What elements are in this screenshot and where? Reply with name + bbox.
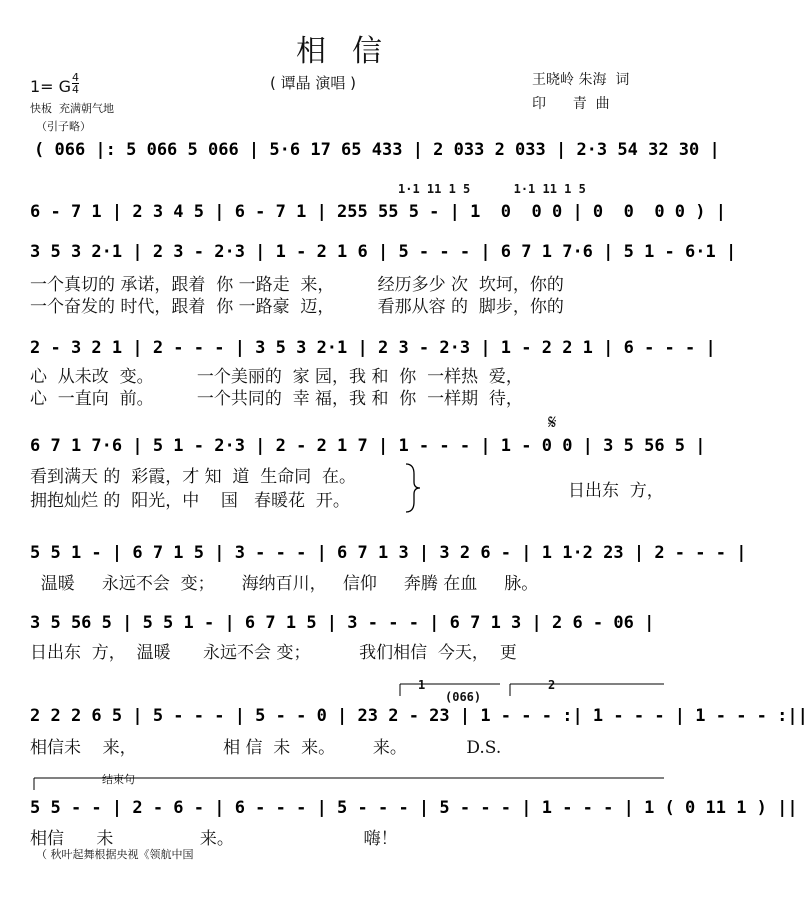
lyrics-row-8: 相信未 来， 相 信 未 来。 来。 D.S. bbox=[30, 738, 502, 758]
footer-credit: （ 秋叶起舞根据央视《领航中国 bbox=[36, 848, 194, 861]
lyricist-credit: 王晓岭 朱海 词 bbox=[532, 72, 630, 88]
song-title: 相信 bbox=[296, 34, 408, 69]
segno-sign: 𝄋 bbox=[548, 410, 557, 434]
notation-row-6: 5 5 1 - | 6 7 1 5 | 3 - - - | 6 7 1 3 | 3 2 6 - | 1 1·2 23 | 2 - - - | bbox=[30, 543, 747, 563]
lyrics-row-5-verse2: 拥抱灿烂 的 阳光，中 国 春暖花 开。 bbox=[30, 491, 350, 511]
lyrics-row-3-verse2: 一个奋发的 时代，跟着 你 一路豪 迈， 看那从容 的 脚步，你的 bbox=[30, 297, 564, 317]
lyrics-row-4-verse2: 心 一直向 前。 一个共同的 幸 福，我 和 你 一样期 待， bbox=[30, 389, 523, 409]
volta-pickup: (066) bbox=[445, 690, 482, 704]
notation-row-5: 6 7 1 7·6 | 5 1 - 2·3 | 2 - 2 1 7 | 1 - - - | 1 - 0 0 | 3 5 56 5 | bbox=[30, 436, 706, 456]
notation-row-1: ( 066 |: 5 066 5 066 | 5·6 17 65 433 | 2 033 2 033 | 2·3 54 32 30 | bbox=[34, 140, 720, 160]
lyrics-row-9: 相信 未 来。 嗨！ bbox=[30, 829, 398, 849]
lyrics-row-6: 温暖 永远不会 变； 海纳百川， 信仰 奔腾 在血 脉。 bbox=[30, 574, 539, 594]
time-bottom: 4 bbox=[72, 83, 79, 96]
volta-1-label: 1 bbox=[418, 678, 426, 692]
intro-note: （引子略） bbox=[36, 120, 91, 133]
composer-credit: 印 青 曲 bbox=[532, 96, 610, 112]
lyrics-row-3-verse1: 一个真切的 承诺，跟着 你 一路走 来， 经历多少 次 坎坷，你的 bbox=[30, 275, 564, 295]
lyrics-row-5-verse1: 看到满天 的 彩霞，才 知 道 生命同 在。 bbox=[30, 467, 357, 487]
notation-row-3: 3 5 3 2·1 | 2 3 - 2·3 | 1 - 2 1 6 | 5 - - - | 6 7 1 7·6 | 5 1 - 6·1 | bbox=[30, 242, 737, 262]
notation-row-7: 3 5 56 5 | 5 5 1 - | 6 7 1 5 | 3 - - - | 6 7 1 3 | 2 6 - 06 | bbox=[30, 613, 655, 633]
upper-voice-row-2: 1·1 11 1 5 1·1 11 1 5 bbox=[398, 182, 586, 196]
lyrics-row-4-verse1: 心 从未改 变。 一个美丽的 家 园，我 和 你 一样热 爱， bbox=[30, 367, 523, 387]
lyrics-row-7: 日出东 方， 温暖 永远不会 变； 我们相信 今天， 更 bbox=[30, 643, 517, 663]
notation-row-2: 6 - 7 1 | 2 3 4 5 | 6 - 7 1 | 255 55 5 - | 1 0 0 0 | 0 0 0 0 ) | bbox=[30, 202, 726, 222]
tempo-marking: 快板 充满朝气地 bbox=[30, 102, 114, 115]
performer-subtitle: ( 谭晶 演唱 ) bbox=[270, 74, 357, 92]
ending-label: 结束句 bbox=[102, 773, 135, 786]
notation-row-8: 2 2 2 6 5 | 5 - - - | 5 - - 0 | 23 2 - 23 | 1 - - - :| 1 - - - | 1 - - - :|| bbox=[30, 706, 808, 726]
notation-row-9: 5 5 - - | 2 - 6 - | 6 - - - | 5 - - - | 5 - - - | 1 - - - | 1 ( 0 11 1 ) || bbox=[30, 798, 798, 818]
volta-2-label: 2 bbox=[548, 678, 556, 692]
notation-row-4: 2 - 3 2 1 | 2 - - - | 3 5 3 2·1 | 2 3 - 2·3 | 1 - 2 2 1 | 6 - - - | bbox=[30, 338, 716, 358]
time-top: 4 bbox=[72, 71, 79, 84]
lyrics-sun-rise: 日出东 方， bbox=[568, 481, 664, 501]
key-signature: 1= G bbox=[30, 77, 72, 96]
